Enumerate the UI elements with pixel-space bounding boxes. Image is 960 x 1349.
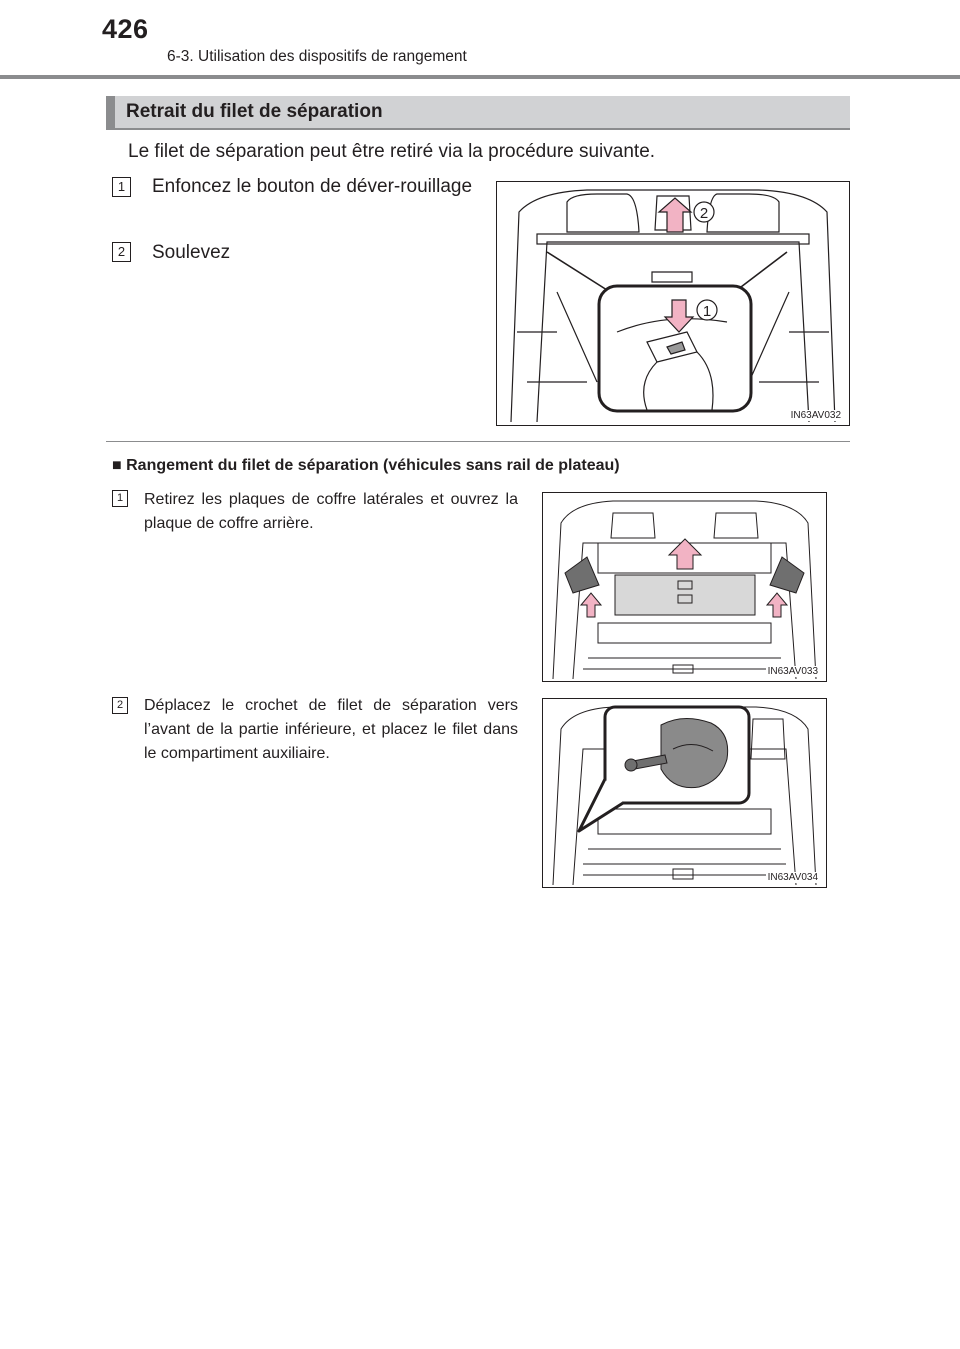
section-bar-tab — [106, 96, 115, 128]
subsection-heading — [112, 457, 620, 475]
page-number: 426 — [102, 14, 149, 44]
step-number-badge: 1 — [112, 177, 131, 197]
figure-code: IN63AV034 — [767, 872, 818, 883]
figure-auxiliary-compartment — [542, 698, 827, 888]
callout-1-label: 1 — [702, 303, 712, 320]
cargo-illustration-2 — [543, 493, 826, 681]
figure-release-net — [496, 181, 850, 426]
callout-1 — [697, 300, 717, 320]
square-bullet-icon: ■ — [112, 457, 122, 474]
header-rule — [0, 75, 960, 79]
figure-trunk-plates — [542, 492, 827, 682]
subsection-heading-text: Rangement du filet de séparation (véhicules sans rail de plateau) — [126, 457, 620, 474]
cargo-illustration-1 — [497, 182, 849, 425]
step-1-text: Enfoncez le bouton de déver-rouillage — [152, 176, 473, 197]
cargo-illustration-3 — [543, 699, 826, 887]
section-title: Retrait du filet de séparation — [126, 101, 383, 122]
step-number-badge: 1 — [112, 490, 128, 507]
up-arrow-icon — [767, 593, 787, 617]
intro-text: Le filet de séparation peut être retiré via la procédure suivante. — [128, 141, 656, 162]
callout-2-label: 2 — [699, 205, 709, 222]
step-number-badge: 2 — [112, 242, 131, 262]
sub-step-1-text: Retirez les plaques de coffre latérales et ouvrez la plaque de coffre arrière. — [144, 491, 518, 532]
step-number-badge: 2 — [112, 697, 128, 714]
figure-code: IN63AV032 — [790, 410, 841, 421]
up-arrow-icon — [659, 198, 691, 232]
step-2-text: Soulevez — [152, 242, 231, 263]
running-header: 6-3. Utilisation des dispositifs de rangement — [167, 48, 467, 65]
sub-step-2-text: Déplacez le crochet de filet de séparation vers l’avant de la partie inférieure, et placez le filet dans le compartiment auxiliaire. — [144, 697, 518, 762]
callout-2 — [694, 202, 714, 222]
subsection-rule — [106, 441, 850, 442]
up-arrow-icon — [581, 593, 601, 617]
figure-code: IN63AV033 — [767, 666, 818, 677]
section-title-bar — [106, 96, 850, 130]
step-text — [152, 172, 476, 201]
